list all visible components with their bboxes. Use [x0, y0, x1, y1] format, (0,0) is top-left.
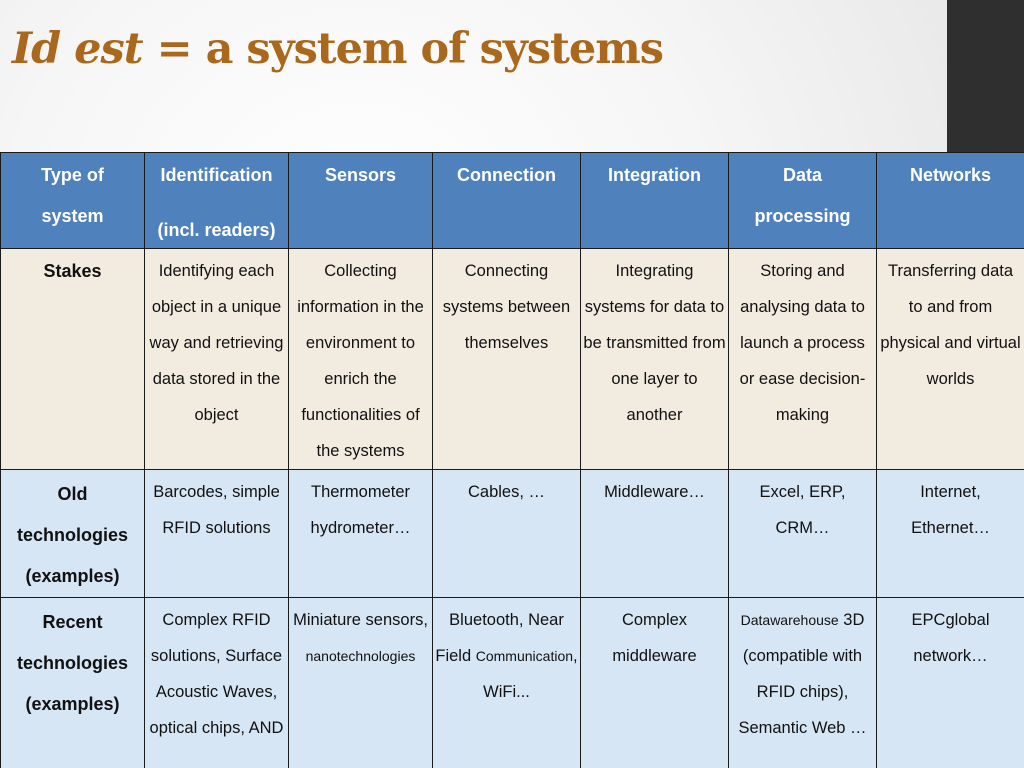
table-cell: Transferring data to and from physical and virtual worlds: [877, 249, 1024, 470]
table-cell: Middleware…: [581, 470, 729, 598]
table-cell: Datawarehouse 3D (compatible with RFID chips), Semantic Web …: [729, 598, 877, 768]
table-cell: Barcodes, simple RFID solutions: [145, 470, 289, 598]
table-cell: EPCglobal network…: [877, 598, 1024, 768]
table-cell: Complex middleware: [581, 598, 729, 768]
title-rest: = a system of systems: [142, 24, 663, 74]
header-identification: Identification (incl. readers): [145, 153, 289, 249]
table-cell: Integrating systems for data to be transmitted from one layer to another: [581, 249, 729, 470]
row-label-old-technologies: Old technologies (examples): [1, 470, 145, 598]
row-label-recent-technologies: Recent technologies (examples): [1, 598, 145, 768]
slide-title: [12, 24, 663, 74]
title-italic: Id est: [12, 24, 143, 74]
table-cell: Collecting information in the environment to enrich the functionalities of the systems: [289, 249, 433, 470]
table-cell: Thermometer hydrometer…: [289, 470, 433, 598]
header-connection: Connection: [433, 153, 581, 249]
table-row-old-technologies: [1, 470, 1024, 598]
header-data-processing: Data processing: [729, 153, 877, 249]
systems-table: [0, 152, 1024, 768]
header-sensors: Sensors: [289, 153, 433, 249]
header-type-of-system: Type of system: [1, 153, 145, 249]
header-networks: Networks: [877, 153, 1024, 249]
table-cell: Identifying each object in a unique way and retrieving data stored in the object: [145, 249, 289, 470]
table-cell: Connecting systems between themselves: [433, 249, 581, 470]
table-row-recent-technologies: [1, 598, 1024, 768]
table-cell: Cables, …: [433, 470, 581, 598]
table-cell: Excel, ERP, CRM…: [729, 470, 877, 598]
table-cell: Bluetooth, Near Field Communication, WiFi...: [433, 598, 581, 768]
header-integration: Integration: [581, 153, 729, 249]
dark-side-bar: [947, 0, 1024, 152]
table-cell: Storing and analysing data to launch a process or ease decision-making: [729, 249, 877, 470]
header-row: [1, 153, 1024, 249]
table-row-stakes: [1, 249, 1024, 470]
row-label-stakes: Stakes: [1, 249, 145, 470]
table-cell: Internet, Ethernet…: [877, 470, 1024, 598]
table-cell: Miniature sensors, nanotechnologies: [289, 598, 433, 768]
table-cell: Complex RFID solutions, Surface Acoustic Waves, optical chips, AND: [145, 598, 289, 768]
